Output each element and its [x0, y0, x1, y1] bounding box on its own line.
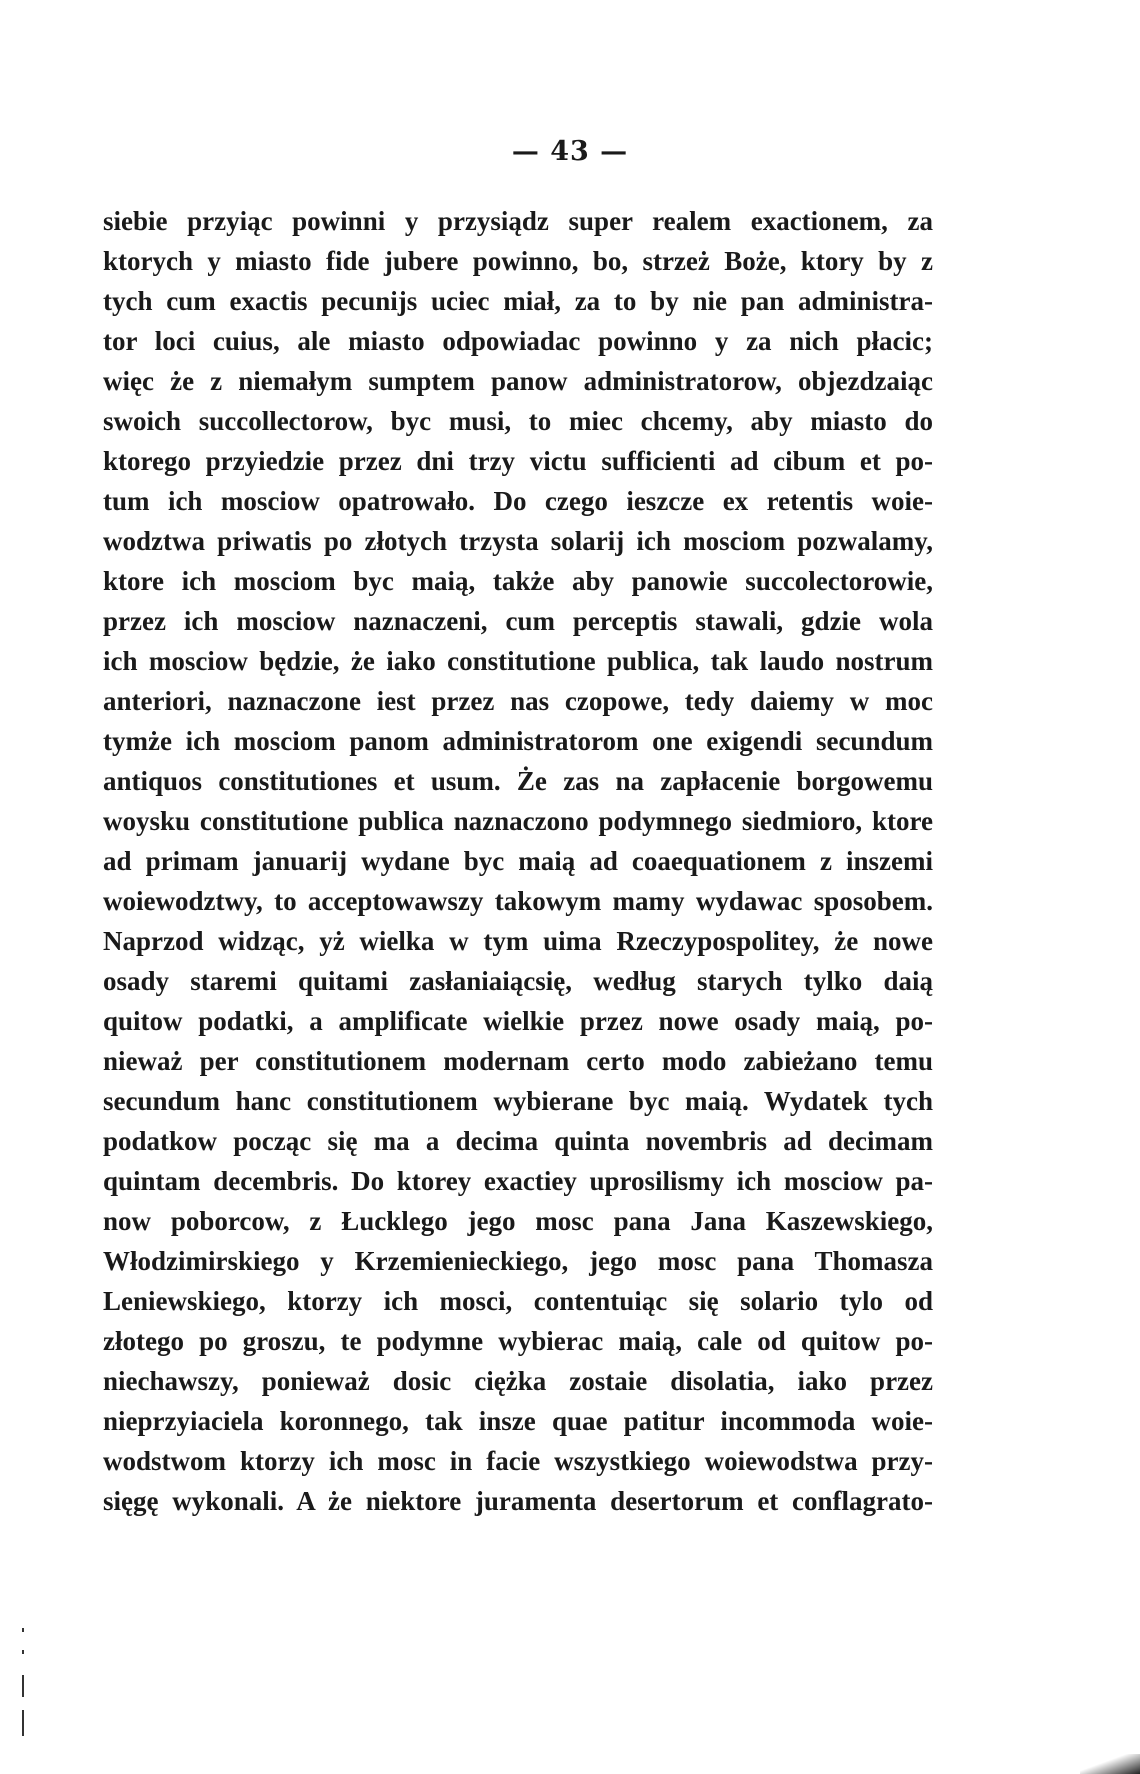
- text-line: ktorych y miasto fide jubere powinno, bo, strzeż Boże, ktory by z: [103, 246, 933, 276]
- text-line: ktore ich mosciom byc maią, także aby panowie succolectorowie,: [103, 566, 933, 596]
- text-line: wodztwa priwatis po złotych trzysta solarij ich mosciom pozwalamy,: [103, 526, 933, 556]
- text-line: tych cum exactis pecunijs uciec miał, za to by nie pan administra-: [103, 286, 933, 316]
- text-line: Naprzod widząc, yż wielka w tym uima Rzeczypospolitey, że nowe: [103, 926, 933, 956]
- text-line: podatkow począc się ma a decima quinta novembris ad decimam: [103, 1126, 933, 1156]
- text-line: Leniewskiego, ktorzy ich mosci, contentuiąc się solario tylo od: [103, 1286, 933, 1316]
- text-line: secundum hanc constitutionem wybierane byc maią. Wydatek tych: [103, 1086, 933, 1116]
- text-line: antiquos constitutiones et usum. Że zas na zapłacenie borgowemu: [103, 766, 933, 796]
- text-line: now poborcow, z Łucklego jego mosc pana Jana Kaszewskiego,: [103, 1206, 933, 1236]
- text-line: tum ich mosciow opatrowało. Do czego ieszcze ex retentis woie-: [103, 486, 933, 516]
- text-line: Włodzimirskiego y Krzemienieckiego, jego mosc pana Thomasza: [103, 1246, 933, 1276]
- margin-scan-marks: [20, 1620, 26, 1740]
- text-line: nieważ per constitutionem modernam certo modo zabieżano temu: [103, 1046, 933, 1076]
- text-line: woysku constitutione publica naznaczono podymnego siedmioro, ktore: [103, 806, 933, 836]
- text-line: tymże ich mosciom panom administratorom one exigendi secundum: [103, 726, 933, 756]
- text-line: anteriori, naznaczone iest przez nas czopowe, tedy daiemy w moc: [103, 686, 933, 716]
- scan-corner-shadow: [1080, 1754, 1140, 1774]
- text-line: siebie przyiąc powinni y przysiądz super realem exactionem, za: [103, 206, 933, 236]
- text-line: tor loci cuius, ale miasto odpowiadac powinno y za nich płacic;: [103, 326, 933, 356]
- text-line: przez ich mosciow naznaczeni, cum perceptis stawali, gdzie wola: [103, 606, 933, 636]
- text-line: złotego po groszu, te podymne wybierac maią, cale od quitow po-: [103, 1326, 933, 1356]
- text-line: więc że z niemałym sumptem panow administratorow, objezdzaiąc: [103, 366, 933, 396]
- text-line: sięgę wykonali. A że niektore juramenta desertorum et conflagrato-: [103, 1486, 933, 1516]
- text-line: quitow podatki, a amplificate wielkie przez nowe osady maią, po-: [103, 1006, 933, 1036]
- text-line: niechawszy, ponieważ dosic ciężka zostaie disolatia, iako przez: [103, 1366, 933, 1396]
- page-number: — 43 —: [511, 136, 629, 167]
- text-line: ich mosciow będzie, że iako constitutione publica, tak laudo nostrum: [103, 646, 933, 676]
- text-line: nieprzyiaciela koronnego, tak insze quae patitur incommoda woie-: [103, 1406, 933, 1436]
- text-line: woiewodztwy, to acceptowawszy takowym mamy wydawac sposobem.: [103, 886, 933, 916]
- text-line: quintam decembris. Do ktorey exactiey uprosilismy ich mosciow pa-: [103, 1166, 933, 1196]
- text-line: ktorego przyiedzie przez dni trzy victu sufficienti ad cibum et po-: [103, 446, 933, 476]
- body-text: [103, 201, 933, 1521]
- text-line: wodstwom ktorzy ich mosc in facie wszystkiego woiewodstwa przy-: [103, 1446, 933, 1476]
- text-line: ad primam januarij wydane byc maią ad coaequationem z inszemi: [103, 846, 933, 876]
- text-line: swoich succollectorow, byc musi, to miec chcemy, aby miasto do: [103, 406, 933, 436]
- text-line: osady staremi quitami zasłaniaiącsię, według starych tylko daią: [103, 966, 933, 996]
